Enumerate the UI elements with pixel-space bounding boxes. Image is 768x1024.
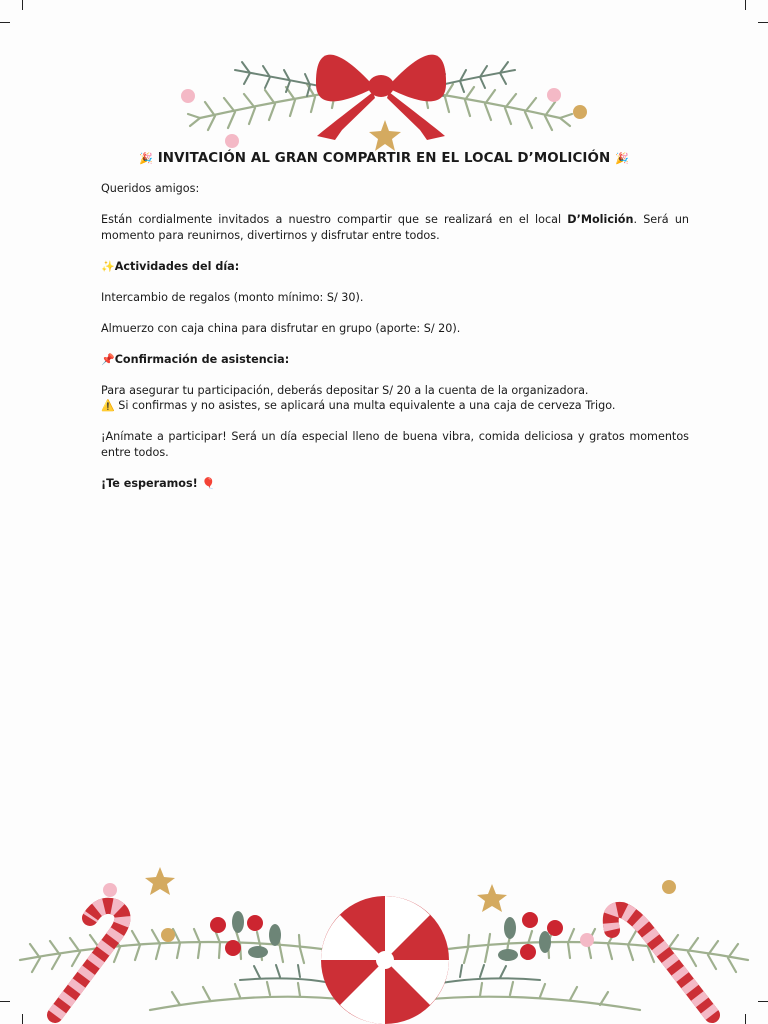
- activity-item: Almuerzo con caja china para disfrutar en grupo (aporte: S/ 20).: [101, 321, 461, 335]
- invitation-title: [0, 151, 768, 166]
- penalty-text: Si confirmas y no asistes, se aplicará una multa equivalente a una caja de cerveza Trigo.: [118, 399, 616, 412]
- balloon-icon: 🎈: [201, 476, 216, 490]
- star-icon: [145, 867, 175, 895]
- candy-cane-icon: [55, 906, 123, 1015]
- intro-text-end: . Será un momento para reunirnos, divertirnos y disfrutar entre todos.: [101, 213, 689, 242]
- ornament-dot: [580, 933, 594, 947]
- red-bow: [316, 55, 446, 140]
- intro-text: Están cordialmente invitados a nuestro compartir que se realizará en el local: [101, 213, 568, 226]
- ornament-dot: [161, 928, 175, 942]
- closing-paragraph: ¡Anímate a participar! Será un día especial lleno de buena vibra, comida deliciosa y gratos momentos entre todos.: [101, 430, 689, 459]
- activity-item: Intercambio de regalos (monto mínimo: S/ 30).: [101, 290, 364, 304]
- signoff: [101, 476, 689, 492]
- signoff-text: ¡Te esperamos!: [101, 476, 198, 490]
- activities-heading: [101, 259, 689, 275]
- greeting: Queridos amigos:: [101, 182, 200, 195]
- bottom-garland-decoration: [0, 860, 768, 1024]
- deposit-text: Para asegurar tu participación, deberás depositar S/ 20 a la cuenta de la organizadora.: [101, 383, 589, 397]
- confirmation-heading-text: Confirmación de asistencia:: [114, 352, 290, 366]
- ornament-dot: [225, 134, 239, 148]
- crop-mark: [22, 0, 23, 10]
- crop-mark: [758, 22, 768, 23]
- party-popper-icon: 🎉: [139, 152, 153, 165]
- warning-icon: ⚠️: [101, 399, 115, 412]
- intro-paragraph: [101, 212, 689, 243]
- ornament-dot: [547, 88, 561, 102]
- peppermint-candy-icon: [321, 896, 449, 1024]
- ornament-dot: [573, 105, 587, 119]
- star-icon: [369, 120, 401, 151]
- title-text: INVITACIÓN AL GRAN COMPARTIR EN EL LOCAL D’MOLICIÓN: [157, 151, 611, 166]
- crop-mark: [745, 0, 746, 10]
- letter-body: [101, 181, 689, 507]
- venue-name: D’Molición: [567, 213, 634, 226]
- candy-cane-icon: [611, 910, 712, 1015]
- star-icon: [477, 884, 507, 912]
- ornament-dot: [662, 880, 676, 894]
- crop-mark: [0, 22, 10, 23]
- sparkles-icon: ✨: [101, 259, 115, 273]
- pushpin-icon: 📌: [101, 352, 115, 366]
- confirmation-paragraph: [101, 383, 689, 414]
- confirmation-heading: [101, 352, 689, 368]
- holly-berries-icon: [210, 911, 281, 958]
- top-bow-decoration: [170, 40, 590, 160]
- party-popper-icon: 🎉: [615, 152, 629, 165]
- ornament-dot: [103, 883, 117, 897]
- ornament-dot: [181, 89, 195, 103]
- activities-heading-text: Actividades del día:: [114, 259, 240, 273]
